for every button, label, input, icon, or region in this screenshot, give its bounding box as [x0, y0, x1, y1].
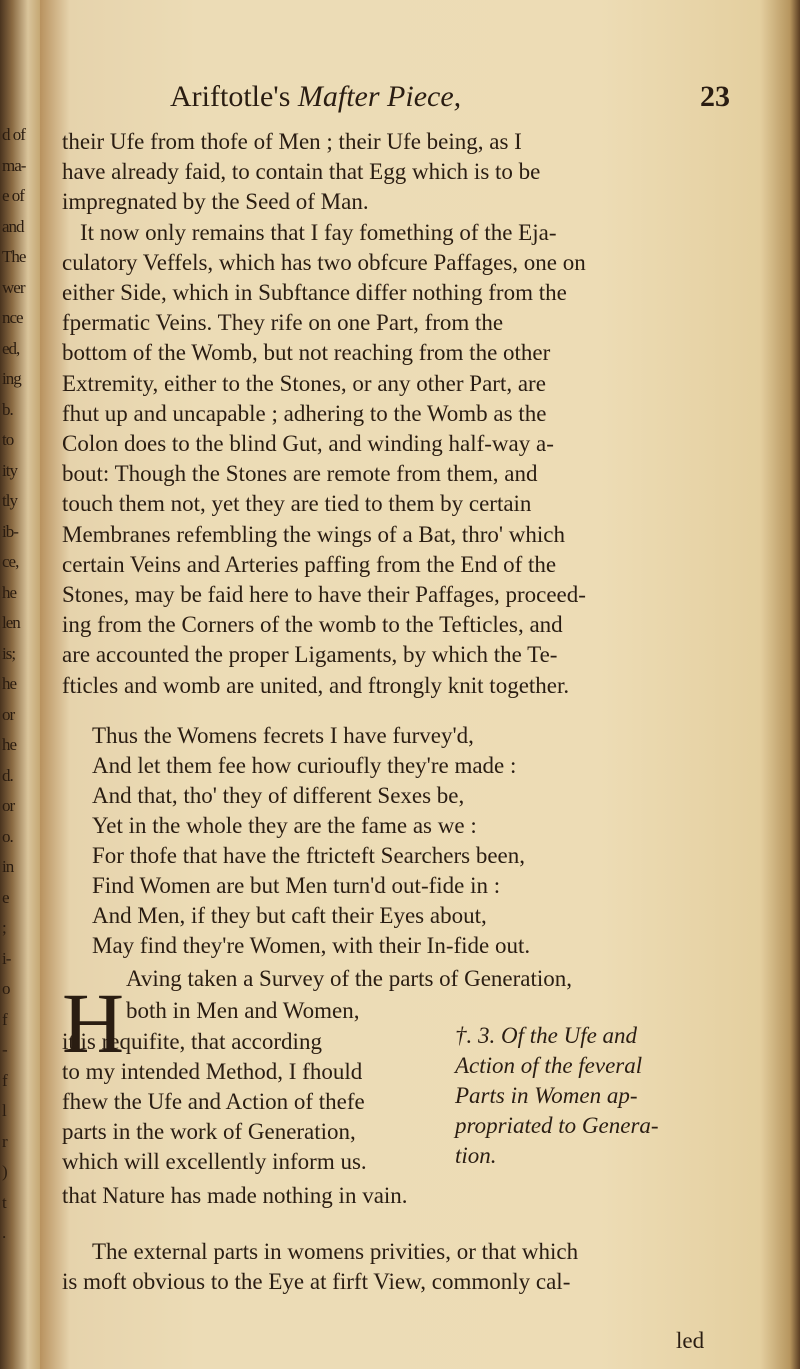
- adjacent-page-edge: [0, 0, 40, 1369]
- text-line: The external parts in womens privities, or that which: [92, 1239, 579, 1264]
- margin-fragment: or: [2, 796, 15, 815]
- margin-fragment: or: [2, 704, 15, 724]
- margin-fragment: .: [2, 1223, 6, 1242]
- margin-fragment: ma-: [2, 155, 26, 175]
- margin-fragment: is;: [2, 643, 16, 663]
- text-line: Stones, may be faid here to have their Paffages, proceed-: [62, 582, 586, 607]
- text-line: And let them fee how curioufly they're made :: [92, 753, 517, 778]
- margin-fragment: f: [2, 1070, 7, 1090]
- margin-fragment: and: [2, 216, 24, 236]
- margin-fragment: l: [2, 1101, 6, 1120]
- margin-fragment: o: [2, 979, 10, 998]
- text-line: fhew the Ufe and Action of thefe: [62, 1089, 365, 1114]
- text-line: their Ufe from thofe of Men ; their Ufe being, as I: [62, 129, 522, 154]
- margin-fragment: to: [2, 430, 14, 449]
- text-line: Yet in the whole they are the fame as we :: [92, 813, 477, 838]
- text-line: certain Veins and Arteries paffing from the End of the: [62, 551, 557, 577]
- text-line: bout: Though the Stones are remote from them, and: [62, 461, 538, 487]
- text-line: impregnated by the Seed of Man.: [62, 189, 369, 215]
- margin-fragment: d of: [2, 125, 25, 144]
- text-line: fticles and womb are united, and ftrongly knit together.: [62, 672, 570, 698]
- margin-fragment: he: [2, 735, 17, 754]
- margin-fragment: ity: [2, 460, 17, 480]
- text-line: Extremity, either to the Stones, or any other Part, are: [62, 370, 546, 396]
- margin-fragment: he: [2, 674, 17, 693]
- margin-fragment: i-: [2, 948, 11, 968]
- text-line: And that, tho' they of different Sexes be,: [92, 783, 465, 808]
- sidenote-line: Action of the feveral: [455, 1053, 643, 1078]
- margin-fragment: o.: [2, 826, 13, 846]
- margin-fragment: nce: [2, 308, 23, 327]
- margin-fragment: ): [2, 1162, 7, 1181]
- margin-fragment: wer: [2, 277, 25, 297]
- margin-fragment: ce,: [2, 552, 19, 571]
- margin-fragment: ed,: [2, 338, 20, 358]
- margin-fragment: in: [2, 857, 14, 876]
- text-line: both in Men and Women,: [126, 998, 360, 1023]
- margin-fragment: ib-: [2, 521, 18, 541]
- text-line: For thofe that have the ftricteft Searchers been,: [92, 843, 525, 868]
- text-line: it is requifite, that according: [62, 1029, 322, 1054]
- margin-fragment: f: [2, 1009, 7, 1029]
- text-line: Membranes refembling the wings of a Bat, thro' which: [62, 521, 565, 547]
- text-line: May find they're Women, with their In-fide out.: [92, 933, 531, 958]
- sidenote-line: †. 3. Of the Ufe and: [455, 1023, 638, 1048]
- margin-fragment: The: [2, 247, 26, 266]
- running-title: Ariftotle's Mafter Piece,: [170, 80, 462, 113]
- text-line: ing from the Corners of the womb to the Tefticles, and: [62, 612, 563, 638]
- text-line: is moft obvious to the Eye at firft View, commonly cal-: [62, 1269, 571, 1294]
- text-line: culatory Veffels, which has two obfcure Paffages, one on: [62, 249, 586, 275]
- running-header: [170, 80, 730, 120]
- text-line: which will excellently inform us.: [62, 1149, 367, 1174]
- margin-fragment: d.: [2, 765, 13, 785]
- text-line: fhut up and uncapable ; adhering to the Womb as the: [62, 400, 547, 426]
- margin-fragment: he: [2, 582, 17, 602]
- sidenote-line: Parts in Women ap-: [455, 1083, 638, 1108]
- margin-fragment: e of: [2, 186, 24, 205]
- margin-fragment: tly: [2, 491, 17, 510]
- text-line: Find Women are but Men turn'd out-fide in :: [92, 873, 501, 898]
- margin-fragment: ing: [2, 369, 21, 388]
- text-line: to my intended Method, I fhould: [62, 1059, 363, 1084]
- margin-fragment: -: [2, 1040, 7, 1059]
- text-line: touch them not, yet they are tied to them by certain: [62, 491, 532, 517]
- text-line: bottom of the Womb, but not reaching from the other: [62, 340, 551, 366]
- text-line: have already faid, to contain that Egg which is to be: [62, 159, 541, 185]
- text-line: that Nature has made nothing in vain.: [62, 1183, 408, 1208]
- margin-fragment: r: [2, 1131, 7, 1151]
- drop-cap: H: [62, 975, 125, 1071]
- text-line: either Side, which in Subftance differ nothing from the: [62, 280, 567, 305]
- text-line: And Men, if they but caft their Eyes about,: [92, 903, 487, 928]
- text-line: parts in the work of Generation,: [62, 1119, 356, 1144]
- catchword: led: [676, 1328, 705, 1353]
- margin-fragment: t: [2, 1192, 6, 1212]
- page-number: 23: [700, 80, 730, 113]
- margin-fragment: ;: [2, 918, 6, 937]
- text-line: Aving taken a Survey of the parts of Generation,: [126, 966, 573, 991]
- text-line: are accounted the proper Ligaments, by which the Te-: [62, 642, 558, 668]
- margin-fragment: len: [2, 613, 20, 632]
- text-line: Colon does to the blind Gut, and winding half-way a-: [62, 431, 554, 456]
- sidenote-line: tion.: [455, 1143, 497, 1168]
- margin-fragment: e: [2, 887, 9, 907]
- text-line: Thus the Womens fecrets I have furvey'd,: [92, 723, 474, 748]
- text-line: It now only remains that I fay fomething of the Eja-: [80, 219, 557, 245]
- margin-fragment: b.: [2, 399, 13, 419]
- text-line: fpermatic Veins. They rife on one Part, from the: [62, 310, 504, 336]
- sidenote-line: propriated to Genera-: [455, 1113, 659, 1138]
